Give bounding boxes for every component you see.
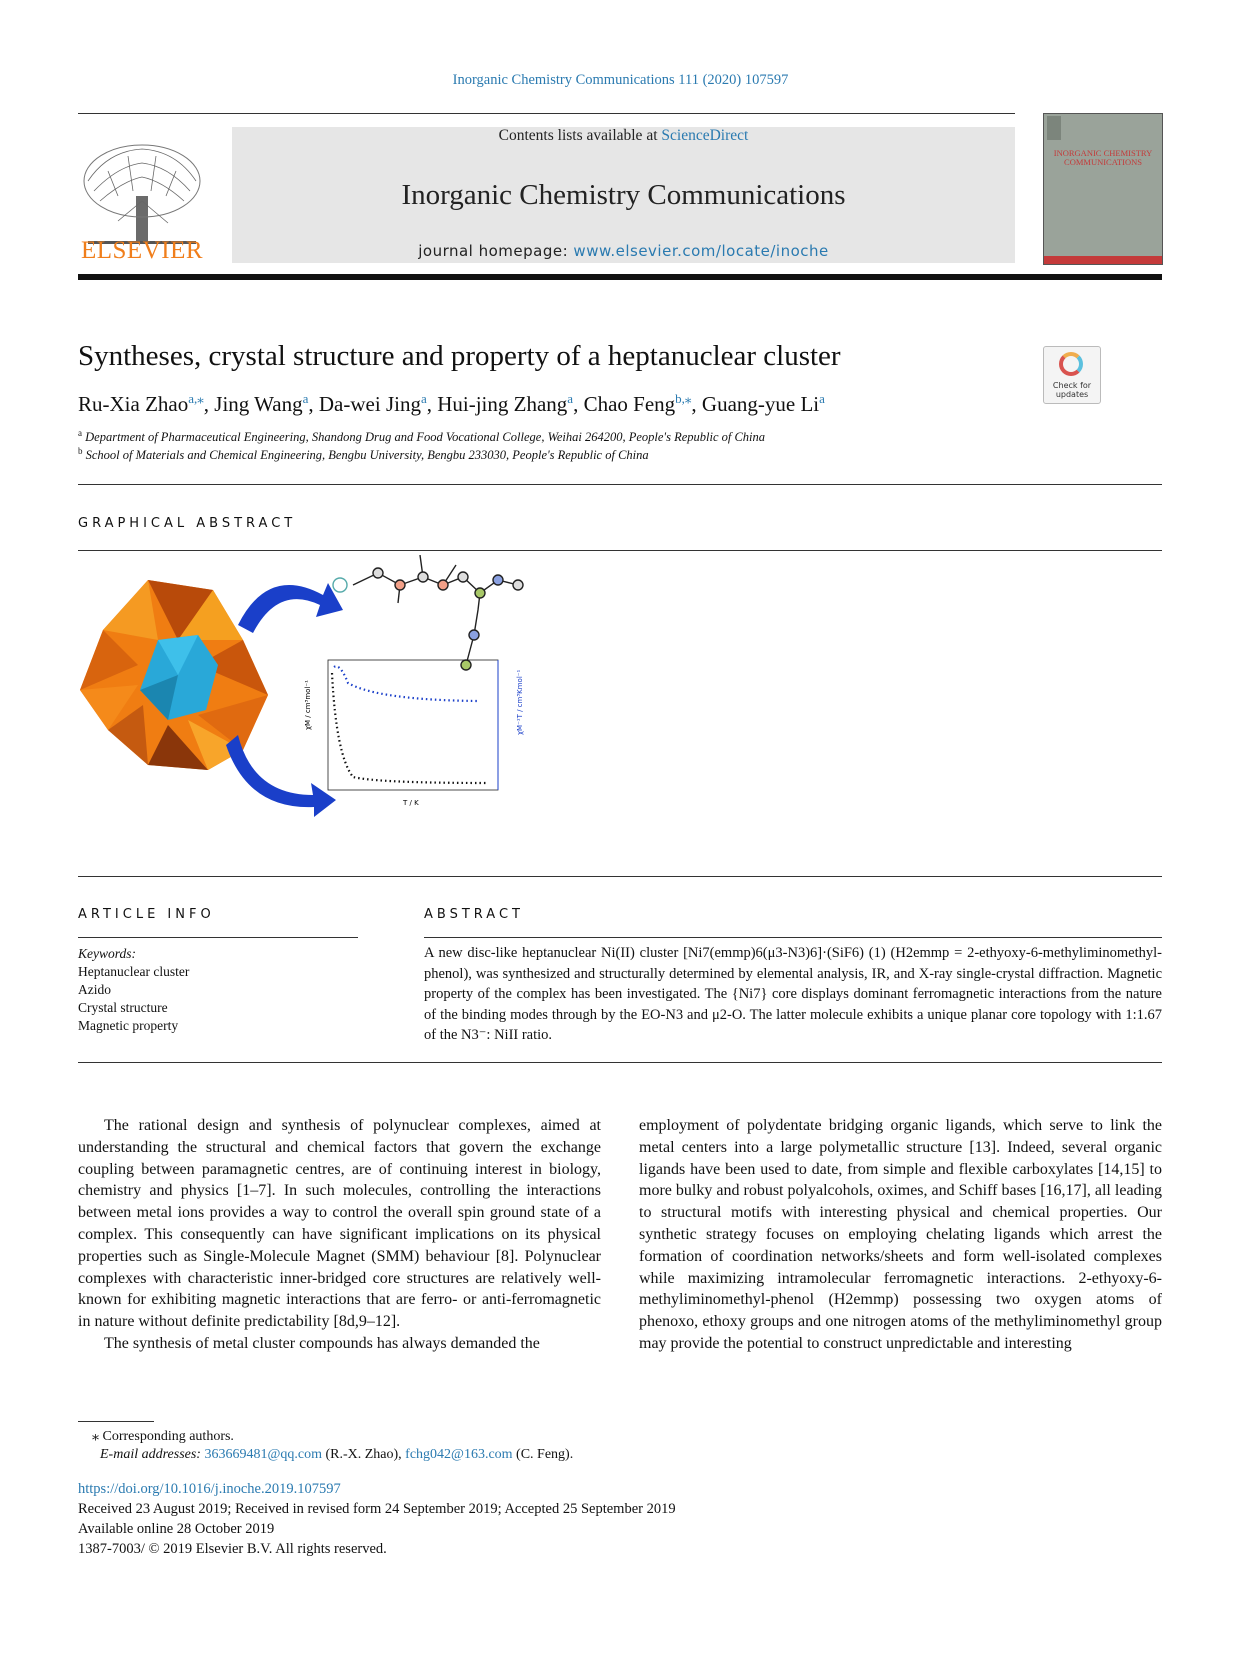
article-title: Syntheses, crystal structure and property of a heptanuclear cluster bbox=[78, 340, 841, 372]
keywords-label: Keywords: bbox=[78, 946, 136, 961]
cover-publisher-mark bbox=[1047, 116, 1061, 140]
check-updates-label: Check for updates bbox=[1052, 381, 1092, 399]
author-name[interactable]: Jing Wang bbox=[214, 392, 303, 416]
contents-prefix: Contents lists available at bbox=[498, 127, 662, 144]
abstract-text: A new disc-like heptanuclear Ni(II) cluster [Ni7(emmp)6(μ3-N3)6]·(SiF6) (1) (H2emmp = 2-ethyoxy-6-methyliminomethyl-phenol), was synthesized and structurally determined by elemental analysis, IR, and X-ray single-crystal diffraction. Magnetic property of the complex has been investigated. The {Ni7} core displays dominant ferromagnetic interactions from the nature of the binding modes through by the EO-N3 and μ2-O. The latter molecule exhibits a unique planar core topology with 1:1.67 of the N3⁻: NiII ratio. bbox=[424, 945, 1162, 1043]
author-affiliation-marker[interactable]: a bbox=[819, 391, 825, 406]
section-rule bbox=[78, 1062, 1162, 1063]
keyword-item: Crystal structure bbox=[78, 1000, 168, 1015]
arrow-to-structure-icon bbox=[238, 583, 343, 633]
author-affiliation-marker[interactable]: a,⁎ bbox=[188, 391, 204, 406]
homepage-link[interactable]: www.elsevier.com/locate/inoche bbox=[573, 242, 829, 260]
plot-left-axis-label: χM / cm³mol⁻¹ bbox=[304, 680, 312, 730]
elsevier-wordmark: ELSEVIER bbox=[80, 237, 204, 264]
email-link[interactable]: fchg042@163.com bbox=[405, 1447, 513, 1462]
body-column-right bbox=[639, 1115, 1162, 1355]
email-addresses bbox=[100, 1447, 573, 1463]
author-affiliation-marker[interactable]: b,⁎ bbox=[675, 391, 692, 406]
check-updates-icon bbox=[1059, 352, 1083, 376]
body-paragraph: employment of polydentate bridging organic ligands, which serve to link the metal centers into a large polymetallic structure [13]. Indeed, several organic ligands have been used to date, from simple and flexible carboxylates [14,15] to more bulky and robust polyalcohols, oximes, and Schiff bases [16,17], all leading to structural motifs with interesting physical and chemical properties. Our synthetic strategy focuses on employing chelating ligands which arrest the formation of coordination networks/sheets and form well-isolated complexes while maximizing intramolecular ferromagnetic interactions. 2-ethyoxy-6-methyliminomethyl-phenol (H2emmp) possessing two oxygen atoms of phenoxo, ethoxy groups and one nitrogen atoms of the methyliminomethyl group may provide the potential to construct unpredictable and interesting bbox=[639, 1117, 1162, 1352]
sciencedirect-link[interactable]: ScienceDirect bbox=[661, 127, 749, 144]
keyword-item: Heptanuclear cluster bbox=[78, 964, 190, 979]
check-for-updates-button[interactable] bbox=[1043, 346, 1101, 404]
journal-title: Inorganic Chemistry Communications bbox=[401, 179, 846, 211]
author-name[interactable]: Da-wei Jing bbox=[318, 392, 421, 416]
molecular-structure-image bbox=[333, 555, 523, 670]
cover-bottom-band bbox=[1044, 256, 1162, 264]
author-name[interactable]: Hui-jing Zhang bbox=[437, 392, 568, 416]
journal-citation[interactable]: Inorganic Chemistry Communications 111 (2020) 107597 bbox=[452, 72, 789, 88]
author-list: Ru-Xia Zhao$^{a,⁎}$, Jing Wang$^a$, Da-wei Jing$^a$, Hui-jing Zhang$^a$, Chao Feng$^{b,⁎}$, Guang-yue Li$^a$ bbox=[78, 391, 825, 416]
available-online: Available online 28 October 2019 bbox=[78, 1521, 275, 1537]
corresponding-author-note: ⁎ Corresponding authors. bbox=[92, 1429, 234, 1444]
journal-banner bbox=[232, 127, 1015, 263]
graphical-abstract-heading: GRAPHICAL ABSTRACT bbox=[78, 516, 297, 531]
homepage-line bbox=[232, 242, 1015, 260]
email-owner: (R.-X. Zhao), bbox=[321, 1447, 406, 1462]
author-name[interactable]: Chao Feng bbox=[583, 392, 676, 416]
keyword-item: Azido bbox=[78, 982, 111, 997]
email-label: E-mail addresses: bbox=[100, 1447, 205, 1462]
article-info-heading: ARTICLE INFO bbox=[78, 907, 215, 922]
author-affiliation-marker[interactable]: a bbox=[420, 391, 427, 406]
graphical-abstract-figure[interactable] bbox=[78, 555, 538, 840]
footnote-rule bbox=[78, 1421, 154, 1422]
magnetic-susceptibility-plot bbox=[304, 660, 524, 807]
section-rule bbox=[78, 484, 1162, 485]
plot-x-axis-label: T / K bbox=[403, 799, 419, 807]
abstract-heading: ABSTRACT bbox=[424, 907, 524, 922]
header-thick-rule bbox=[78, 274, 1162, 280]
doi-link[interactable]: https://doi.org/10.1016/j.inoche.2019.107597 bbox=[78, 1481, 341, 1497]
received-dates: Received 23 August 2019; Received in revised form 24 September 2019; Accepted 25 September 2019 bbox=[78, 1501, 676, 1517]
affiliation-a: $^a$ Department of Pharmaceutical Engineering, Shandong Drug and Food Vocational College, Weihai 264200, People's Republic of China bbox=[78, 428, 766, 445]
author-name[interactable]: Ru-Xia Zhao bbox=[78, 392, 189, 416]
cover-title: INORGANIC CHEMISTRY COMMUNICATIONS bbox=[1053, 148, 1153, 167]
abstract-rule bbox=[424, 937, 1162, 938]
keyword-item: Magnetic property bbox=[78, 1018, 179, 1033]
author-affiliation-marker[interactable]: a bbox=[302, 391, 309, 406]
article-info-rule bbox=[78, 937, 358, 938]
journal-cover-thumbnail[interactable] bbox=[1043, 113, 1163, 265]
author-affiliation-marker[interactable]: a bbox=[567, 391, 574, 406]
body-paragraph: The rational design and synthesis of polynuclear complexes, aimed at understanding the structural and chemical factors that govern the exchange coupling between paramagnetic centres, are of continuing interest in biology, chemistry and physics [1–7]. In such molecules, controlling the interactions between metal ions provides a way to control the overall spin ground state of a complex. This consequently can have significant implications on its physical properties such as Single-Molecule Magnet (SMM) behaviour [8]. Polynuclear complexes with characteristic inner-bridged core structures are relatively well-known for exhibiting magnetic interactions that are ferro- or anti-ferromagnetic in nature without definite predictability [8d,9–12]. bbox=[78, 1117, 601, 1331]
contents-line bbox=[232, 127, 1015, 145]
email-link[interactable]: 363669481@qq.com bbox=[204, 1447, 322, 1462]
affiliation-b: $^b$ School of Materials and Chemical Engineering, Bengbu University, Bengbu 233030, People's Republic of China bbox=[78, 446, 649, 463]
body-column-left bbox=[78, 1115, 601, 1355]
article-meta bbox=[78, 1479, 676, 1559]
homepage-prefix: journal homepage: bbox=[418, 242, 574, 260]
keywords-block bbox=[78, 945, 189, 1035]
plot-right-axis-label: χM⁻¹T / cm³Kmol⁻¹ bbox=[516, 669, 524, 735]
section-rule bbox=[78, 876, 1162, 877]
section-rule bbox=[78, 550, 1162, 551]
header-rule bbox=[78, 113, 1015, 114]
body-paragraph: The synthesis of metal cluster compounds has always demanded the bbox=[104, 1334, 540, 1352]
copyright-line: 1387-7003/ © 2019 Elsevier B.V. All rights reserved. bbox=[78, 1541, 387, 1557]
email-owner: (C. Feng). bbox=[512, 1447, 574, 1462]
author-name[interactable]: Guang-yue Li bbox=[701, 392, 820, 416]
